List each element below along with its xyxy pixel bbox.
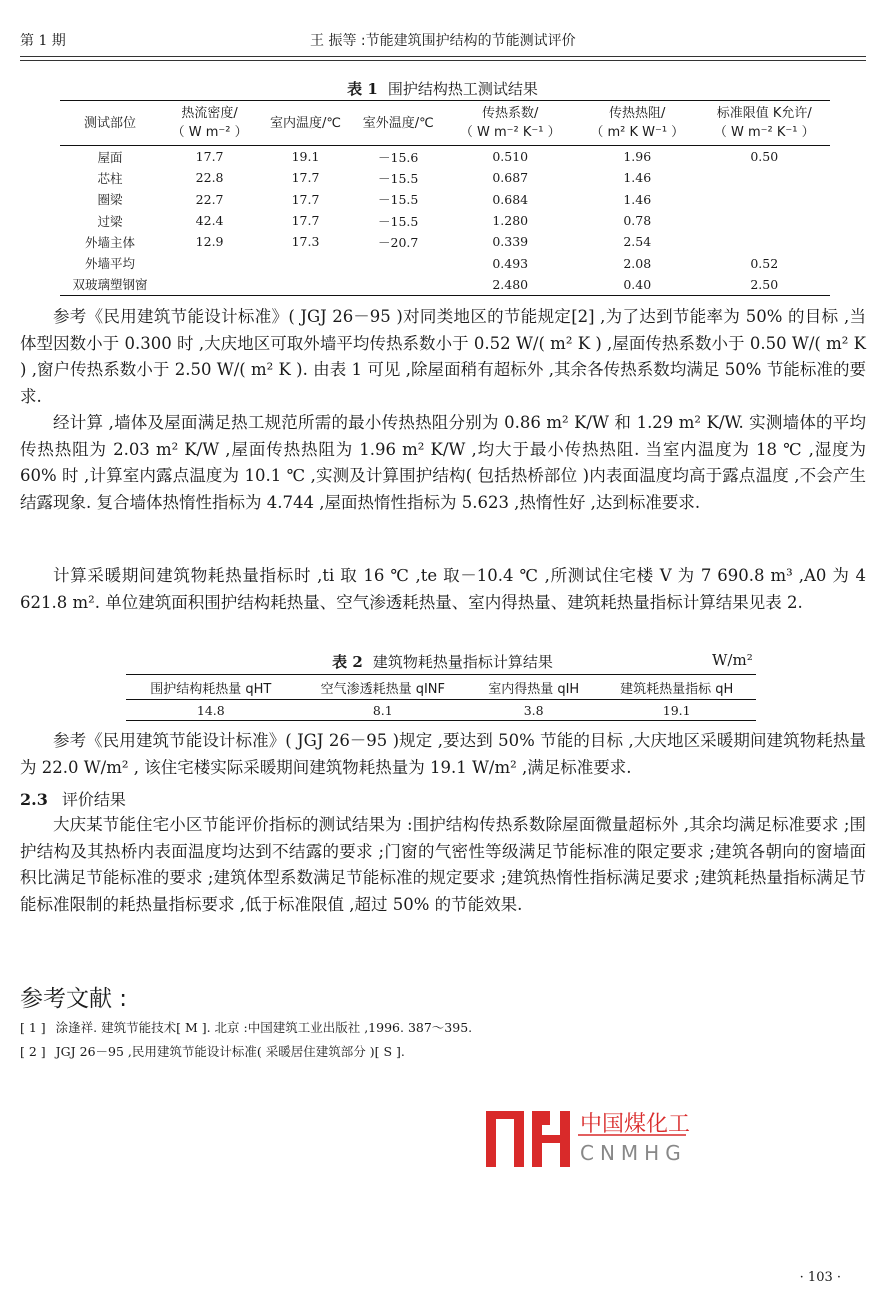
reference-text: 涂逢祥. 建筑节能技术[ M ]. 北京 :中国建筑工业出版社 ,1996. 387～395.: [55, 1020, 473, 1035]
section-title: 评价结果: [61, 790, 126, 809]
reference-number: [ 2 ]: [20, 1044, 46, 1059]
table1-row: [60, 146, 830, 168]
t1-cell: [352, 274, 445, 296]
t1-col-limit: 标准限值 K允许/ （ W m⁻² K⁻¹ ）: [713, 106, 815, 140]
t1-col-indoor: 室内温度/℃: [270, 115, 342, 131]
table2: [126, 674, 756, 721]
references-heading: 参考文献 :: [20, 986, 128, 1012]
reference-item-2: [20, 1042, 415, 1060]
t2-col-ht: 围护结构耗热量 qHT: [126, 675, 296, 700]
t1-cell: 2.08: [623, 255, 652, 271]
table1-row: [60, 231, 830, 252]
t1-cell: 0.339: [492, 234, 529, 250]
t1-cell-part: 过梁: [97, 213, 123, 229]
t1-col-u: 传热系数/ （ W m⁻² K⁻¹ ）: [459, 106, 561, 140]
t1-cell: 0.52: [750, 255, 779, 271]
table1: [60, 100, 830, 296]
section-number: 2.3: [20, 790, 48, 809]
table1-row: [60, 252, 830, 273]
t1-cell-part: 芯柱: [97, 170, 123, 186]
table1-title: 围护结构热工测试结果: [387, 80, 538, 98]
t1-cell: 42.4: [195, 213, 224, 229]
t1-cell: [699, 231, 831, 252]
running-title: 王 振等 :节能建筑围护结构的节能测试评价: [310, 33, 576, 49]
t2-cell: 19.1: [662, 702, 691, 718]
t1-cell: 0.510: [492, 149, 529, 165]
t1-cell: －15.6: [378, 149, 419, 165]
t1-cell: 17.7: [291, 170, 320, 186]
t1-cell: [699, 189, 831, 210]
t1-cell: 19.1: [291, 149, 320, 165]
t2-cell: 8.1: [372, 702, 393, 718]
header-rule-top: [20, 56, 866, 57]
t1-cell: 12.9: [195, 234, 224, 250]
t1-cell: －15.5: [378, 170, 419, 186]
t1-cell: 22.7: [195, 191, 224, 207]
table1-row: [60, 274, 830, 296]
t1-cell: 17.7: [195, 149, 224, 165]
t1-cell: 0.684: [492, 191, 529, 207]
t1-col-outdoor: 室外温度/℃: [362, 115, 434, 131]
t1-cell-part: 圈梁: [97, 192, 123, 208]
t1-cell: [259, 252, 352, 273]
t1-cell: 0.493: [492, 255, 529, 271]
t1-cell: 2.54: [623, 234, 652, 250]
t1-cell: 17.7: [291, 213, 320, 229]
t1-cell: [160, 274, 259, 296]
paragraph-3: 计算采暖期间建筑物耗热量指标时 ,ti 取 16 ℃ ,te 取－10.4 ℃ ,所测试住宅楼 V 为 7 690.8 m³ ,A0 为 4 621.8 m². 单位建筑面积围护结构耗热量、空气渗透耗热量、室内得热量、建筑耗热量指标计算结果见表 2.: [20, 566, 866, 612]
table1-label: 表 1: [347, 80, 378, 98]
t1-cell: 1.46: [623, 170, 652, 186]
paragraph-1: 参考《民用建筑节能设计标准》( JGJ 26－95 )对同类地区的节能规定[2] ,为了达到节能率为 50% 的目标 ,当体型因数小于 0.300 时 ,大庆地区可取外墙平均传热系数小于 0.52 W/( m² K ) ,屋面传热系数小于 0.50 W/( m² K ) ,窗户传热系数小于 2.50 W/( m² K ). 由表 1 可见 ,除屋面稍有超标外 ,其余各传热系数均满足 50% 节能标准的要求.: [20, 307, 866, 406]
t1-cell: 2.50: [750, 276, 779, 292]
t1-col-part: 测试部位: [83, 115, 136, 131]
t1-cell: 1.46: [623, 191, 652, 207]
issue-label: 第 1 期: [20, 33, 66, 49]
t1-cell: 0.687: [492, 170, 529, 186]
t1-col-flux: 热流密度/ （ W m⁻² ）: [171, 106, 248, 140]
t1-cell: －15.5: [378, 192, 419, 208]
reference-text: JGJ 26－95 ,民用建筑节能设计标准( 采暖居住建筑部分 )[ S ].: [55, 1044, 405, 1059]
table2-row: [126, 700, 756, 721]
table1-caption: [0, 78, 885, 99]
reference-number: [ 1 ]: [20, 1020, 46, 1035]
t2-cell: 3.8: [523, 702, 544, 718]
t1-cell: 0.50: [750, 149, 779, 165]
t2-cell: 14.8: [196, 702, 225, 718]
table2-label: 表 2: [332, 653, 363, 671]
paragraph-5: 大庆某节能住宅小区节能评价指标的测试结果为 :围护结构传热系数除屋面微量超标外 ,其余均满足标准要求 ;围护结构及其热桥内表面温度均达到不结露的要求 ;门窗的气密性等级满足节能标准的限定要求 ;建筑各朝向的窗墙面积比满足节能标准的要求 ;建筑体型系数满足节能标准的规定要求 ;建筑热惰性指标满足要求 ;建筑耗热量指标满足节能标准限制的耗热量指标要求 ,低于标准限值 ,超过 50% 的节能效果.: [20, 815, 866, 914]
table1-row: [60, 167, 830, 188]
header-rule-bottom: [20, 60, 866, 61]
t1-cell: 0.78: [623, 213, 652, 229]
t1-cell: 22.8: [195, 170, 224, 186]
t1-cell-part: 屋面: [97, 149, 123, 165]
reference-item-1: [20, 1018, 482, 1036]
t1-cell-part: 外墙主体: [84, 234, 135, 250]
t1-cell: －20.7: [378, 234, 419, 250]
logo-name-cn: 中国煤化工: [580, 1112, 691, 1137]
t1-cell: 1.280: [492, 213, 529, 229]
logo-name-en: CNMHG: [580, 1141, 687, 1165]
t1-cell: 17.7: [291, 191, 320, 207]
t1-cell: 2.480: [492, 276, 529, 292]
t1-cell: [352, 252, 445, 273]
page-number: · 103 ·: [799, 1270, 841, 1285]
t1-cell: －15.5: [378, 213, 419, 229]
t1-cell-part: 双玻璃塑钢窗: [72, 277, 148, 293]
t1-cell: [699, 210, 831, 231]
cnmhg-logo: [486, 1105, 691, 1173]
table2-header-row: [126, 675, 756, 700]
t2-col-h: 建筑耗热量指标 qH: [597, 675, 756, 700]
t1-col-r: 传热热阻/ （ m² K W⁻¹ ）: [590, 106, 685, 140]
paragraph-4: 参考《民用建筑节能设计标准》( JGJ 26－95 )规定 ,要达到 50% 节能的目标 ,大庆地区采暖期间建筑物耗热量为 22.0 W/m² , 该住宅楼实际采暖期间建筑物耗热量为 19.1 W/m² ,满足标准要求.: [20, 731, 866, 777]
table2-unit: W/m²: [712, 651, 753, 669]
t2-col-inf: 空气渗透耗热量 qINF: [296, 675, 470, 700]
t1-cell: [699, 167, 831, 188]
section-heading: [20, 787, 126, 810]
t1-cell: 17.3: [291, 234, 320, 250]
table1-row: [60, 189, 830, 210]
table2-title: 建筑物耗热量指标计算结果: [372, 653, 553, 671]
t1-cell: 0.40: [623, 276, 652, 292]
t1-cell-part: 外墙平均: [84, 256, 135, 272]
table1-row: [60, 210, 830, 231]
t1-cell: 1.96: [623, 149, 652, 165]
paragraph-2: 经计算 ,墙体及屋面满足热工规范所需的最小传热热阻分别为 0.86 m² K/W 和 1.29 m² K/W. 实测墙体的平均传热热阻为 2.03 m² K/W ,屋面传热热阻为 1.96 m² K/W ,均大于最小传热热阻. 当室内温度为 18 ℃ ,湿度为 60% 时 ,计算室内露点温度为 10.1 ℃ ,实测及计算围护结构( 包括热桥部位 )内表面温度均高于露点温度 ,不会产生结露现象. 复合墙体热惰性指标为 4.744 ,屋面热惰性指标为 5.623 ,热惰性好 ,达到标准要求.: [20, 413, 866, 512]
t2-col-ih: 室内得热量 qIH: [470, 675, 597, 700]
t1-cell: [259, 274, 352, 296]
table1-header-row: [60, 101, 830, 146]
t1-cell: [160, 252, 259, 273]
